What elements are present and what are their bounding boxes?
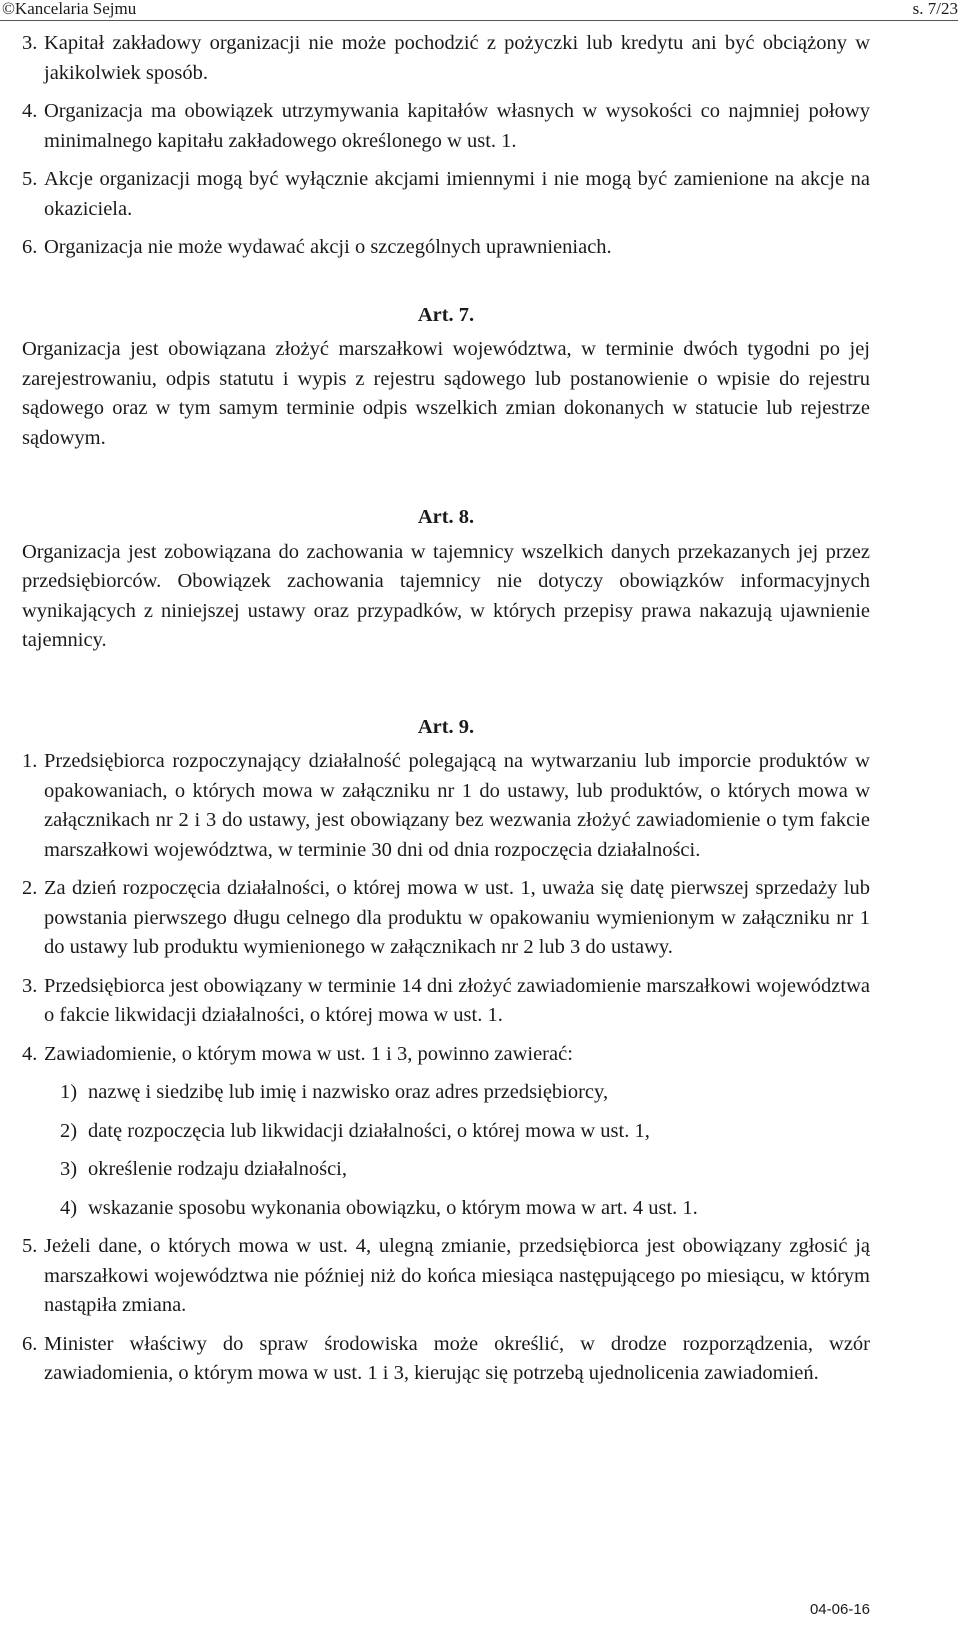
article-7-text: Organizacja jest obowiązana złożyć marszałkowi województwa, w terminie dwóch tygodni po jej zarejestrowaniu, odpis statutu i wypis z rejestru sądowego lub postanowienie o wpisie do rejestru sądowego oraz w tym samym terminie odpis wszelkich zmian dokonanych w statucie lub rejestrze sądowym.: [22, 338, 870, 449]
point-number: 4.: [22, 1042, 38, 1065]
point-number: 5.: [22, 168, 38, 190]
point-text: Organizacja ma obowiązek utrzymywania kapitałów własnych w wysokości co najmniej połowy minimalnego kapitału zakładowego określonego w ust. 1.: [44, 100, 870, 152]
sub-item-text: określenie rodzaju działalności,: [88, 1158, 347, 1180]
article-9-point-1: [0, 747, 960, 865]
article-9-point-5: [0, 1232, 960, 1321]
point-text: Przedsiębiorca jest obowiązany w terminie 14 dni złożyć zawiadomienie marszałkowi województwa o fakcie likwidacji działalności, o której mowa w ust. 1.: [44, 974, 870, 1026]
article-8-text: Organizacja jest zobowiązana do zachowania w tajemnicy wszelkich danych przekazanych jej przez przedsiębiorców. Obowiązek zachowania tajemnicy nie dotyczy obowiązków informacyjnych wynikających z niniejszej ustawy oraz przypadków, w których przepisy prawa nakazują ujawnienie tajemnicy.: [22, 540, 870, 651]
point-number: 1.: [22, 750, 38, 772]
point-text: Organizacja nie może wydawać akcji o szczególnych uprawnieniach.: [44, 236, 612, 258]
sub-item-4: [0, 1194, 960, 1224]
copyright-label: ©Kancelaria Sejmu: [2, 0, 137, 18]
sub-item-number: 1): [60, 1081, 78, 1103]
point-text: Zawiadomienie, o którym mowa w ust. 1 i 3, powinno zawierać:: [44, 1042, 573, 1065]
point-number: 2.: [22, 877, 38, 899]
point-3: [0, 29, 960, 88]
sub-item-number: 4): [60, 1196, 78, 1219]
sub-item-text: datę rozpoczęcia lub likwidacji działalności, o której mowa w ust. 1,: [88, 1119, 650, 1142]
page-number: s. 7/23: [912, 0, 958, 18]
article-9-point-2: [0, 874, 960, 963]
sub-item-2: [0, 1117, 960, 1147]
article-9-point-3: [0, 972, 960, 1031]
sub-item-1: [0, 1078, 960, 1108]
article-9-point-4: [0, 1040, 960, 1070]
point-text: Przedsiębiorca rozpoczynający działalność polegającą na wytwarzaniu lub imporcie produktów w opakowaniach, o których mowa w załączniku nr 1 do ustawy, lub produktów, o których mowa w załącznikach nr 2 i 3 do ustawy, jest obowiązany bez wezwania złożyć zawiadomienie o tym fakcie marszałkowi województwa, w terminie 30 dni od dnia rozpoczęcia działalności.: [44, 750, 870, 861]
article-9-heading: Art. 9.: [417, 715, 475, 738]
point-text: Kapitał zakładowy organizacji nie może pochodzić z pożyczki lub kredytu ani być obciążony w jakikolwiek sposób.: [44, 32, 870, 84]
page-header: [0, 0, 958, 20]
point-6: [0, 233, 960, 263]
point-text: Jeżeli dane, o których mowa w ust. 4, ulegną zmianie, przedsiębiorca jest obowiązany zgłosić ją marszałkowi województwa nie później niż do końca miesiąca następującego po miesiącu, w którym nastąpiła zmiana.: [44, 1235, 870, 1316]
point-number: 6.: [22, 1332, 38, 1355]
point-number: 4.: [22, 100, 38, 122]
article-8-heading: Art. 8.: [417, 506, 475, 528]
point-number: 5.: [22, 1235, 38, 1257]
document-body: [0, 29, 960, 1398]
point-text: Za dzień rozpoczęcia działalności, o której mowa w ust. 1, uważa się datę pierwszej sprzedaży lub powstania pierwszego długu celnego dla produktu w opakowaniu wymienionym w załączniku nr 1 do ustawy lub produktu wymienionego w załącznikach nr 2 lub 3 do ustawy.: [44, 877, 870, 958]
point-5: [0, 165, 960, 224]
point-text: Minister właściwy do spraw środowiska może określić, w drodze rozporządzenia, wzór zawiadomienia, o którym mowa w ust. 1 i 3, kierując się potrzebą ujednolicenia zawiadomień.: [44, 1332, 870, 1384]
point-4: [0, 97, 960, 156]
sub-item-number: 2): [60, 1119, 78, 1142]
point-number: 3.: [22, 32, 38, 54]
point-number: 3.: [22, 974, 38, 997]
sub-item-3: [0, 1155, 960, 1185]
point-number: 6.: [22, 236, 38, 258]
footer-date: 04-06-16: [809, 1601, 870, 1618]
header-rule: [0, 20, 958, 21]
point-text: Akcje organizacji mogą być wyłącznie akcjami imiennymi i nie mogą być zamienione na akcje na okaziciela.: [44, 168, 870, 220]
sub-item-number: 3): [60, 1158, 78, 1180]
article-7-heading: Art. 7.: [417, 303, 475, 326]
sub-item-text: nazwę i siedzibę lub imię i nazwisko oraz adres przedsiębiorcy,: [88, 1081, 609, 1103]
sub-item-text: wskazanie sposobu wykonania obowiązku, o którym mowa w art. 4 ust. 1.: [88, 1196, 698, 1219]
article-9-point-6: [0, 1330, 960, 1389]
